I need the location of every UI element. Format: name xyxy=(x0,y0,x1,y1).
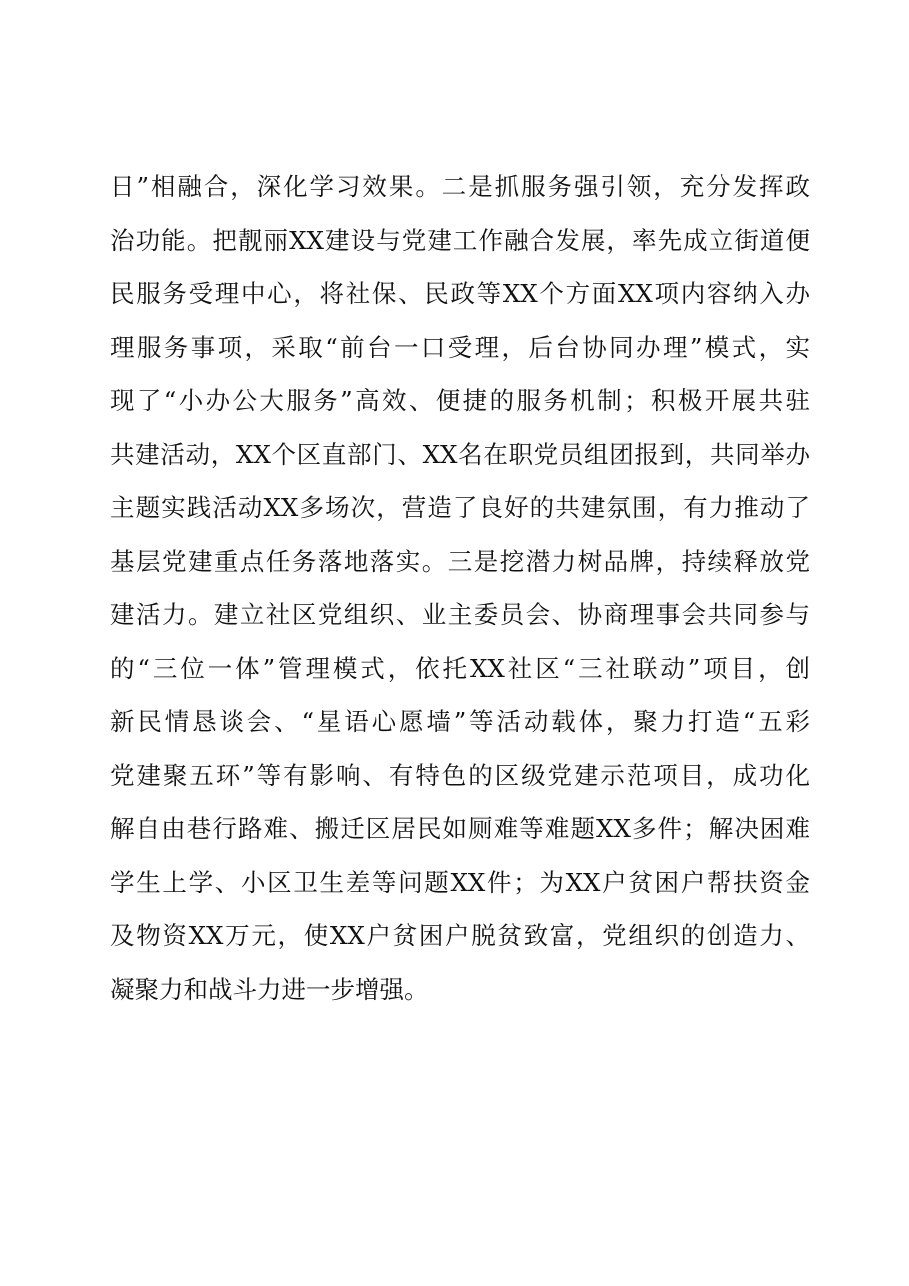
text-line: 及物资XX万元，使XX户贫困户脱贫致富，党组织的创造力、 xyxy=(110,921,810,950)
text-line: 日”相融合，深化学习效果。二是抓服务强引领，充分发挥政 xyxy=(110,172,810,201)
text-line: 民服务受理中心，将社保、民政等XX个方面XX项内容纳入办 xyxy=(110,279,810,308)
body-paragraph xyxy=(110,160,810,1016)
text-line: 主题实践活动XX多场次，营造了良好的共建氛围，有力推动了 xyxy=(110,493,810,522)
text-line: 新民情恳谈会、“星语心愿墙”等活动载体，聚力打造“五彩 xyxy=(110,707,810,736)
text-line: 共建活动，XX个区直部门、XX名在职党员组团报到，共同举办 xyxy=(110,439,810,469)
text-line: 党建聚五环”等有影响、有特色的区级党建示范项目，成功化 xyxy=(110,760,810,790)
text-line: 解自由巷行路难、搬迁区居民如厕难等难题XX多件；解决困难 xyxy=(110,814,810,843)
text-line: 基层党建重点任务落地落实。三是挖潜力树品牌，持续释放党 xyxy=(110,546,810,576)
text-line: 学生上学、小区卫生差等问题XX件；为XX户贫困户帮扶资金 xyxy=(110,867,810,897)
text-line: 理服务事项，采取“前台一口受理，后台协同办理”模式，实 xyxy=(110,332,810,362)
text-line: 现了“小办公大服务”高效、便捷的服务机制；积极开展共驻 xyxy=(110,386,810,415)
text-line: 治功能。把靓丽XX建设与党建工作融合发展，率先成立街道便 xyxy=(110,225,810,255)
text-line: 的“三位一体”管理模式，依托XX社区“三社联动”项目，创 xyxy=(110,653,810,683)
text-line: 凝聚力和战斗力进一步增强。 xyxy=(110,974,429,1004)
text-line: 建活力。建立社区党组织、业主委员会、协商理事会共同参与 xyxy=(110,600,810,629)
